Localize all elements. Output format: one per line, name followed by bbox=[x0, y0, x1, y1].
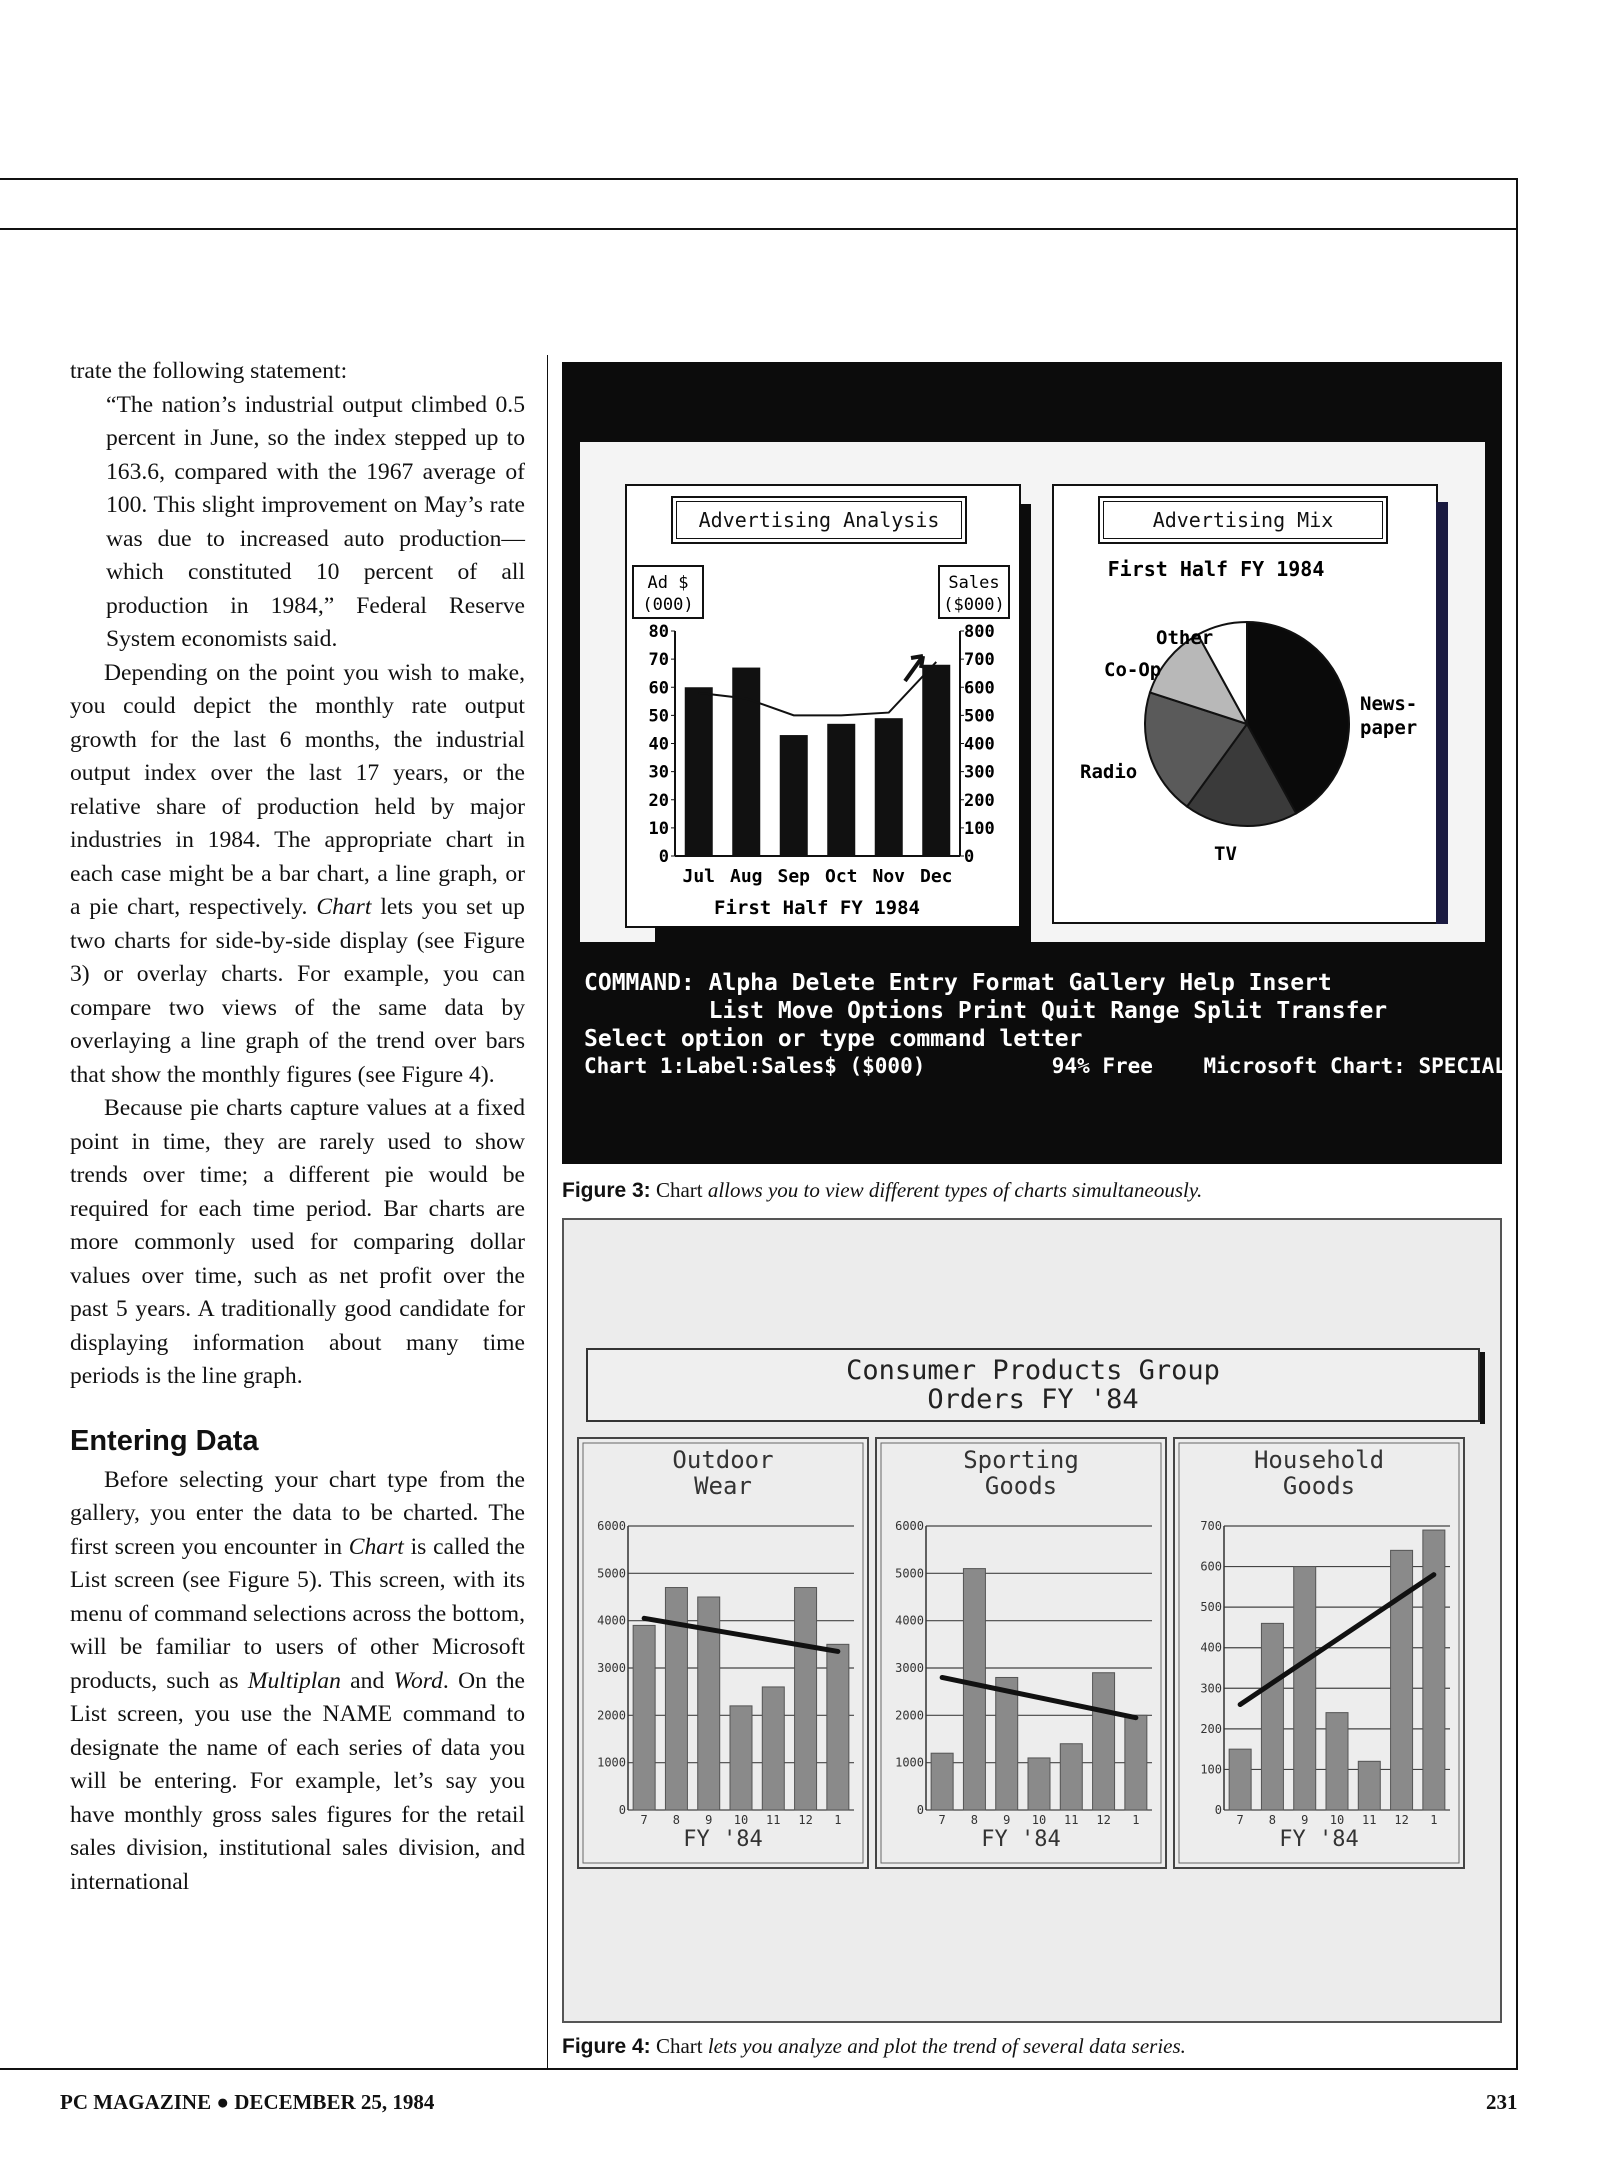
x-tick-label: 7 bbox=[1236, 1813, 1244, 1827]
bar bbox=[1060, 1744, 1082, 1810]
paragraph-intro: trate the following statement: bbox=[70, 358, 348, 384]
left-axis-label-line: (000) bbox=[642, 595, 694, 615]
y-tick-label: 20 bbox=[648, 790, 669, 811]
y2-tick-label: 600 bbox=[964, 678, 995, 699]
paragraph-entering-data bbox=[70, 1464, 525, 1900]
x-tick-label: 11 bbox=[766, 1813, 781, 1827]
y-tick-label: 2000 bbox=[895, 1708, 924, 1723]
bar bbox=[1229, 1749, 1251, 1810]
bar-chart-subtitle: First Half FY 1984 bbox=[714, 897, 920, 919]
bar bbox=[1125, 1715, 1147, 1810]
bar bbox=[1423, 1530, 1445, 1810]
caption-label: Figure 3: bbox=[562, 1179, 651, 1202]
pie-chart-svg bbox=[1054, 486, 1436, 922]
y-tick-label: 600 bbox=[1200, 1559, 1222, 1574]
command-line-2: List Move Options Print Quit Range Split Transfer bbox=[584, 998, 1388, 1024]
x-tick-label: Dec bbox=[919, 866, 953, 887]
panel-title-line: Wear bbox=[694, 1472, 752, 1500]
bar bbox=[996, 1677, 1018, 1810]
x-tick-label: 7 bbox=[640, 1813, 648, 1827]
y-tick-label: 3000 bbox=[597, 1661, 626, 1675]
y-tick-label: 80 bbox=[648, 622, 669, 642]
paragraph-text: Before selecting your chart type from the gallery, you enter the data to be charted. The first screen you encounter in bbox=[70, 1466, 525, 1560]
figure4-title-line1: Consumer Products Group bbox=[846, 1355, 1220, 1386]
bar bbox=[633, 1625, 655, 1810]
x-tick-label: 8 bbox=[672, 1813, 681, 1827]
x-tick-label: Sep bbox=[777, 866, 811, 887]
y-tick-label: 50 bbox=[648, 706, 669, 727]
y-tick-label: 0 bbox=[618, 1803, 626, 1817]
x-tick-label: Jul bbox=[682, 866, 716, 887]
y-tick-label: 5000 bbox=[895, 1566, 924, 1581]
y-tick-label: 0 bbox=[658, 847, 669, 867]
status-line: Chart 1:Label:Sales$ ($000) 94% Free Microsoft Chart: SPECIAL bbox=[584, 1054, 1507, 1078]
pie-label-coop: Co-Op bbox=[1104, 659, 1162, 681]
x-tick-label: 10 bbox=[1329, 1813, 1345, 1827]
x-tick-label: 1 bbox=[1132, 1813, 1140, 1827]
paragraph-text: and bbox=[350, 1667, 385, 1694]
y2-tick-label: 300 bbox=[964, 762, 995, 783]
bar bbox=[931, 1753, 953, 1810]
product-name: Multiplan bbox=[247, 1667, 341, 1694]
y-tick-label: 4000 bbox=[597, 1613, 626, 1628]
bar bbox=[875, 718, 903, 856]
y-tick-label: 100 bbox=[1200, 1762, 1222, 1777]
paragraph-text: lets you set up two charts for side-by-side display (see Figure 3) or overlay charts. For example, you can compare two views of the same data by overlaying a line graph of the trend over bars that show the monthly figures (see Figure 4). bbox=[70, 894, 525, 1088]
bar bbox=[1028, 1758, 1050, 1810]
bar-panel-shadow-bottom bbox=[655, 926, 1031, 942]
bar bbox=[732, 668, 760, 856]
x-tick-label: 8 bbox=[1268, 1813, 1277, 1827]
y-tick-label: 300 bbox=[1200, 1681, 1222, 1696]
x-tick-label: 11 bbox=[1362, 1813, 1377, 1827]
y-tick-label: 400 bbox=[1200, 1640, 1222, 1655]
bar bbox=[827, 1644, 849, 1810]
bar-chart-panel bbox=[625, 484, 1021, 928]
y-tick-label: 500 bbox=[1200, 1600, 1222, 1615]
y-tick-label: 1000 bbox=[895, 1755, 924, 1770]
x-tick-label: 10 bbox=[733, 1813, 749, 1827]
figure4-title-line2: Orders FY '84 bbox=[927, 1384, 1139, 1415]
y2-tick-label: 400 bbox=[964, 734, 995, 755]
quote-paragraph: “The nation’s industrial output climbed 0.5 percent in June, so the index stepped up to 163.6, compared with the 1967 average of 100. This slight improvement on May’s rate was due to increased auto production—which constituted 10 percent of all production in 1984,” Federal Reserve System economists said. bbox=[106, 391, 525, 652]
product-name: Chart bbox=[348, 1533, 404, 1560]
y-tick-label: 0 bbox=[1214, 1803, 1222, 1817]
pie-label-newspaper: paper bbox=[1360, 717, 1418, 739]
y-tick-label: 3000 bbox=[895, 1661, 924, 1675]
y-tick-label: 30 bbox=[648, 762, 669, 783]
y2-tick-label: 700 bbox=[964, 650, 995, 671]
bar bbox=[1358, 1761, 1380, 1810]
panel-title-line: Sporting bbox=[963, 1446, 1079, 1474]
y-tick-label: 40 bbox=[648, 734, 669, 755]
y2-tick-label: 500 bbox=[964, 706, 995, 727]
bar bbox=[762, 1687, 784, 1810]
figure4-caption bbox=[562, 2034, 1186, 2059]
bar bbox=[1326, 1713, 1348, 1810]
bottom-rule bbox=[0, 2068, 1518, 2070]
left-axis-label-line: Ad $ bbox=[647, 573, 689, 593]
bar bbox=[922, 665, 950, 856]
y-tick-label: 700 bbox=[1200, 1519, 1222, 1533]
y-tick-label: 6000 bbox=[597, 1519, 626, 1533]
y2-tick-label: 200 bbox=[964, 790, 995, 811]
right-border bbox=[1516, 178, 1518, 2068]
y-tick-label: 1000 bbox=[597, 1755, 626, 1770]
paragraph-text: Depending on the point you wish to make, you could depict the monthly rate output growth for the last 6 months, the industrial output index over the last 17 years, or the relative share of production held by major industries in 1984. The appropriate chart in each case might be a bar chart, a line graph, or a pie chart, respectively. bbox=[70, 659, 525, 920]
pie-label-tv: TV bbox=[1214, 843, 1237, 865]
panel-title-line: Household bbox=[1253, 1446, 1385, 1474]
bar bbox=[1093, 1673, 1115, 1810]
y-tick-label: 60 bbox=[648, 678, 669, 699]
x-tick-label: 9 bbox=[1003, 1813, 1011, 1827]
y2-tick-label: 800 bbox=[964, 622, 995, 642]
bar-chart-title: Advertising Analysis bbox=[676, 501, 962, 539]
pie-label-radio: Radio bbox=[1080, 761, 1138, 783]
x-tick-label: 8 bbox=[970, 1813, 979, 1827]
y2-tick-label: 100 bbox=[964, 818, 995, 839]
right-axis-label-line: Sales bbox=[948, 573, 1000, 593]
x-tick-label: 9 bbox=[1301, 1813, 1309, 1827]
x-tick-label: 12 bbox=[1096, 1813, 1111, 1827]
pie-label-other: Other bbox=[1156, 627, 1214, 649]
bar bbox=[1261, 1623, 1283, 1810]
arrow-icon bbox=[905, 656, 923, 681]
caption-product: Chart bbox=[655, 2034, 703, 2058]
panel-title-line: Goods bbox=[1282, 1472, 1356, 1500]
x-tick-label: Oct bbox=[824, 866, 858, 887]
product-name: Chart bbox=[316, 894, 372, 920]
paragraph-text: . On the List screen, you use the NAME command to designate the name of each series of data you will be entering. For example, let’s say you have monthly gross sales figures for the retail sales division, institutional sales division, and international bbox=[70, 1667, 525, 1895]
figure3-screen bbox=[562, 362, 1507, 1164]
panel-x-label: FY '84 bbox=[683, 1827, 763, 1852]
x-tick-label: 11 bbox=[1064, 1813, 1079, 1827]
bar bbox=[730, 1706, 752, 1810]
y-tick-label: 5000 bbox=[597, 1566, 626, 1581]
right-axis-label-line: ($000) bbox=[943, 595, 1005, 615]
y-tick-label: 2000 bbox=[597, 1708, 626, 1723]
caption-label: Figure 4: bbox=[562, 2035, 651, 2058]
command-line-1: COMMAND: Alpha Delete Entry Format Gallery Help Insert bbox=[584, 970, 1332, 996]
bar bbox=[1294, 1567, 1316, 1810]
y-tick-label: 0 bbox=[916, 1803, 924, 1817]
panel-x-label: FY '84 bbox=[981, 1827, 1061, 1852]
top-rule bbox=[0, 178, 1518, 180]
caption-product: Chart bbox=[655, 1178, 703, 1202]
x-tick-label: 9 bbox=[705, 1813, 713, 1827]
x-tick-label: Aug bbox=[729, 866, 763, 887]
x-tick-label: 12 bbox=[798, 1813, 813, 1827]
figure4-charts-svg bbox=[564, 1220, 1500, 2021]
chart-window-frame bbox=[580, 442, 1485, 942]
panel-title-line: Outdoor bbox=[672, 1446, 774, 1474]
x-tick-label: 1 bbox=[1430, 1813, 1438, 1827]
panel-x-label: FY '84 bbox=[1279, 1827, 1359, 1852]
caption-text: allows you to view different types of charts simultaneously. bbox=[707, 1178, 1203, 1202]
paragraph-chart-types bbox=[70, 657, 525, 1093]
x-tick-label: Nov bbox=[872, 866, 906, 887]
bar bbox=[685, 687, 713, 856]
y2-tick-label: 0 bbox=[964, 847, 975, 867]
bar bbox=[963, 1569, 985, 1810]
bar-chart-svg bbox=[627, 486, 1019, 926]
panel-title-line: Goods bbox=[984, 1472, 1058, 1500]
footer-publication: PC MAGAZINE ● DECEMBER 25, 1984 bbox=[60, 2090, 435, 2114]
y-tick-label: 4000 bbox=[895, 1613, 924, 1628]
paragraph-pie-charts: Because pie charts capture values at a fixed point in time, they are rarely used to show trends over time; a different pie would be required for each time period. Bar charts are more commonly used for comparing dollar values over time, such as net profit over the past 5 years. A traditionally good candidate for displaying information about many time periods is the line graph. bbox=[70, 1095, 525, 1389]
header-rule bbox=[0, 228, 1518, 230]
y-tick-label: 10 bbox=[648, 818, 669, 839]
figure4-frame bbox=[562, 1218, 1502, 2023]
product-name: Word bbox=[393, 1667, 443, 1694]
page-number: 231 bbox=[1486, 2090, 1518, 2114]
paragraph-text: is called the List screen (see Figure 5). This screen, with its menu of command selections across the bottom, will be familiar to users of other Microsoft products, such as bbox=[70, 1533, 525, 1694]
figure3-caption bbox=[562, 1178, 1202, 1203]
y-tick-label: 70 bbox=[648, 650, 669, 671]
column-divider bbox=[547, 355, 548, 2070]
y-tick-label: 6000 bbox=[895, 1519, 924, 1533]
section-heading: Entering Data bbox=[70, 1424, 259, 1457]
pie-chart-panel bbox=[1052, 484, 1438, 924]
command-prompt: Select option or type command letter bbox=[584, 1026, 1083, 1052]
bar-panel-shadow bbox=[1019, 504, 1031, 928]
x-tick-label: 1 bbox=[834, 1813, 842, 1827]
pie-chart-title: Advertising Mix bbox=[1103, 501, 1383, 539]
bar bbox=[780, 735, 808, 856]
pie-subtitle: First Half FY 1984 bbox=[1107, 557, 1325, 581]
x-tick-label: 12 bbox=[1394, 1813, 1409, 1827]
x-tick-label: 7 bbox=[938, 1813, 946, 1827]
x-tick-label: 10 bbox=[1031, 1813, 1047, 1827]
pie-label-newspaper: News- bbox=[1360, 693, 1418, 715]
bar bbox=[795, 1588, 817, 1810]
y-tick-label: 200 bbox=[1200, 1721, 1222, 1736]
caption-text: lets you analyze and plot the trend of several data series. bbox=[707, 2034, 1186, 2058]
article-text-column bbox=[70, 355, 525, 1899]
bar bbox=[827, 724, 855, 856]
pie-panel-shadow bbox=[1436, 502, 1448, 924]
